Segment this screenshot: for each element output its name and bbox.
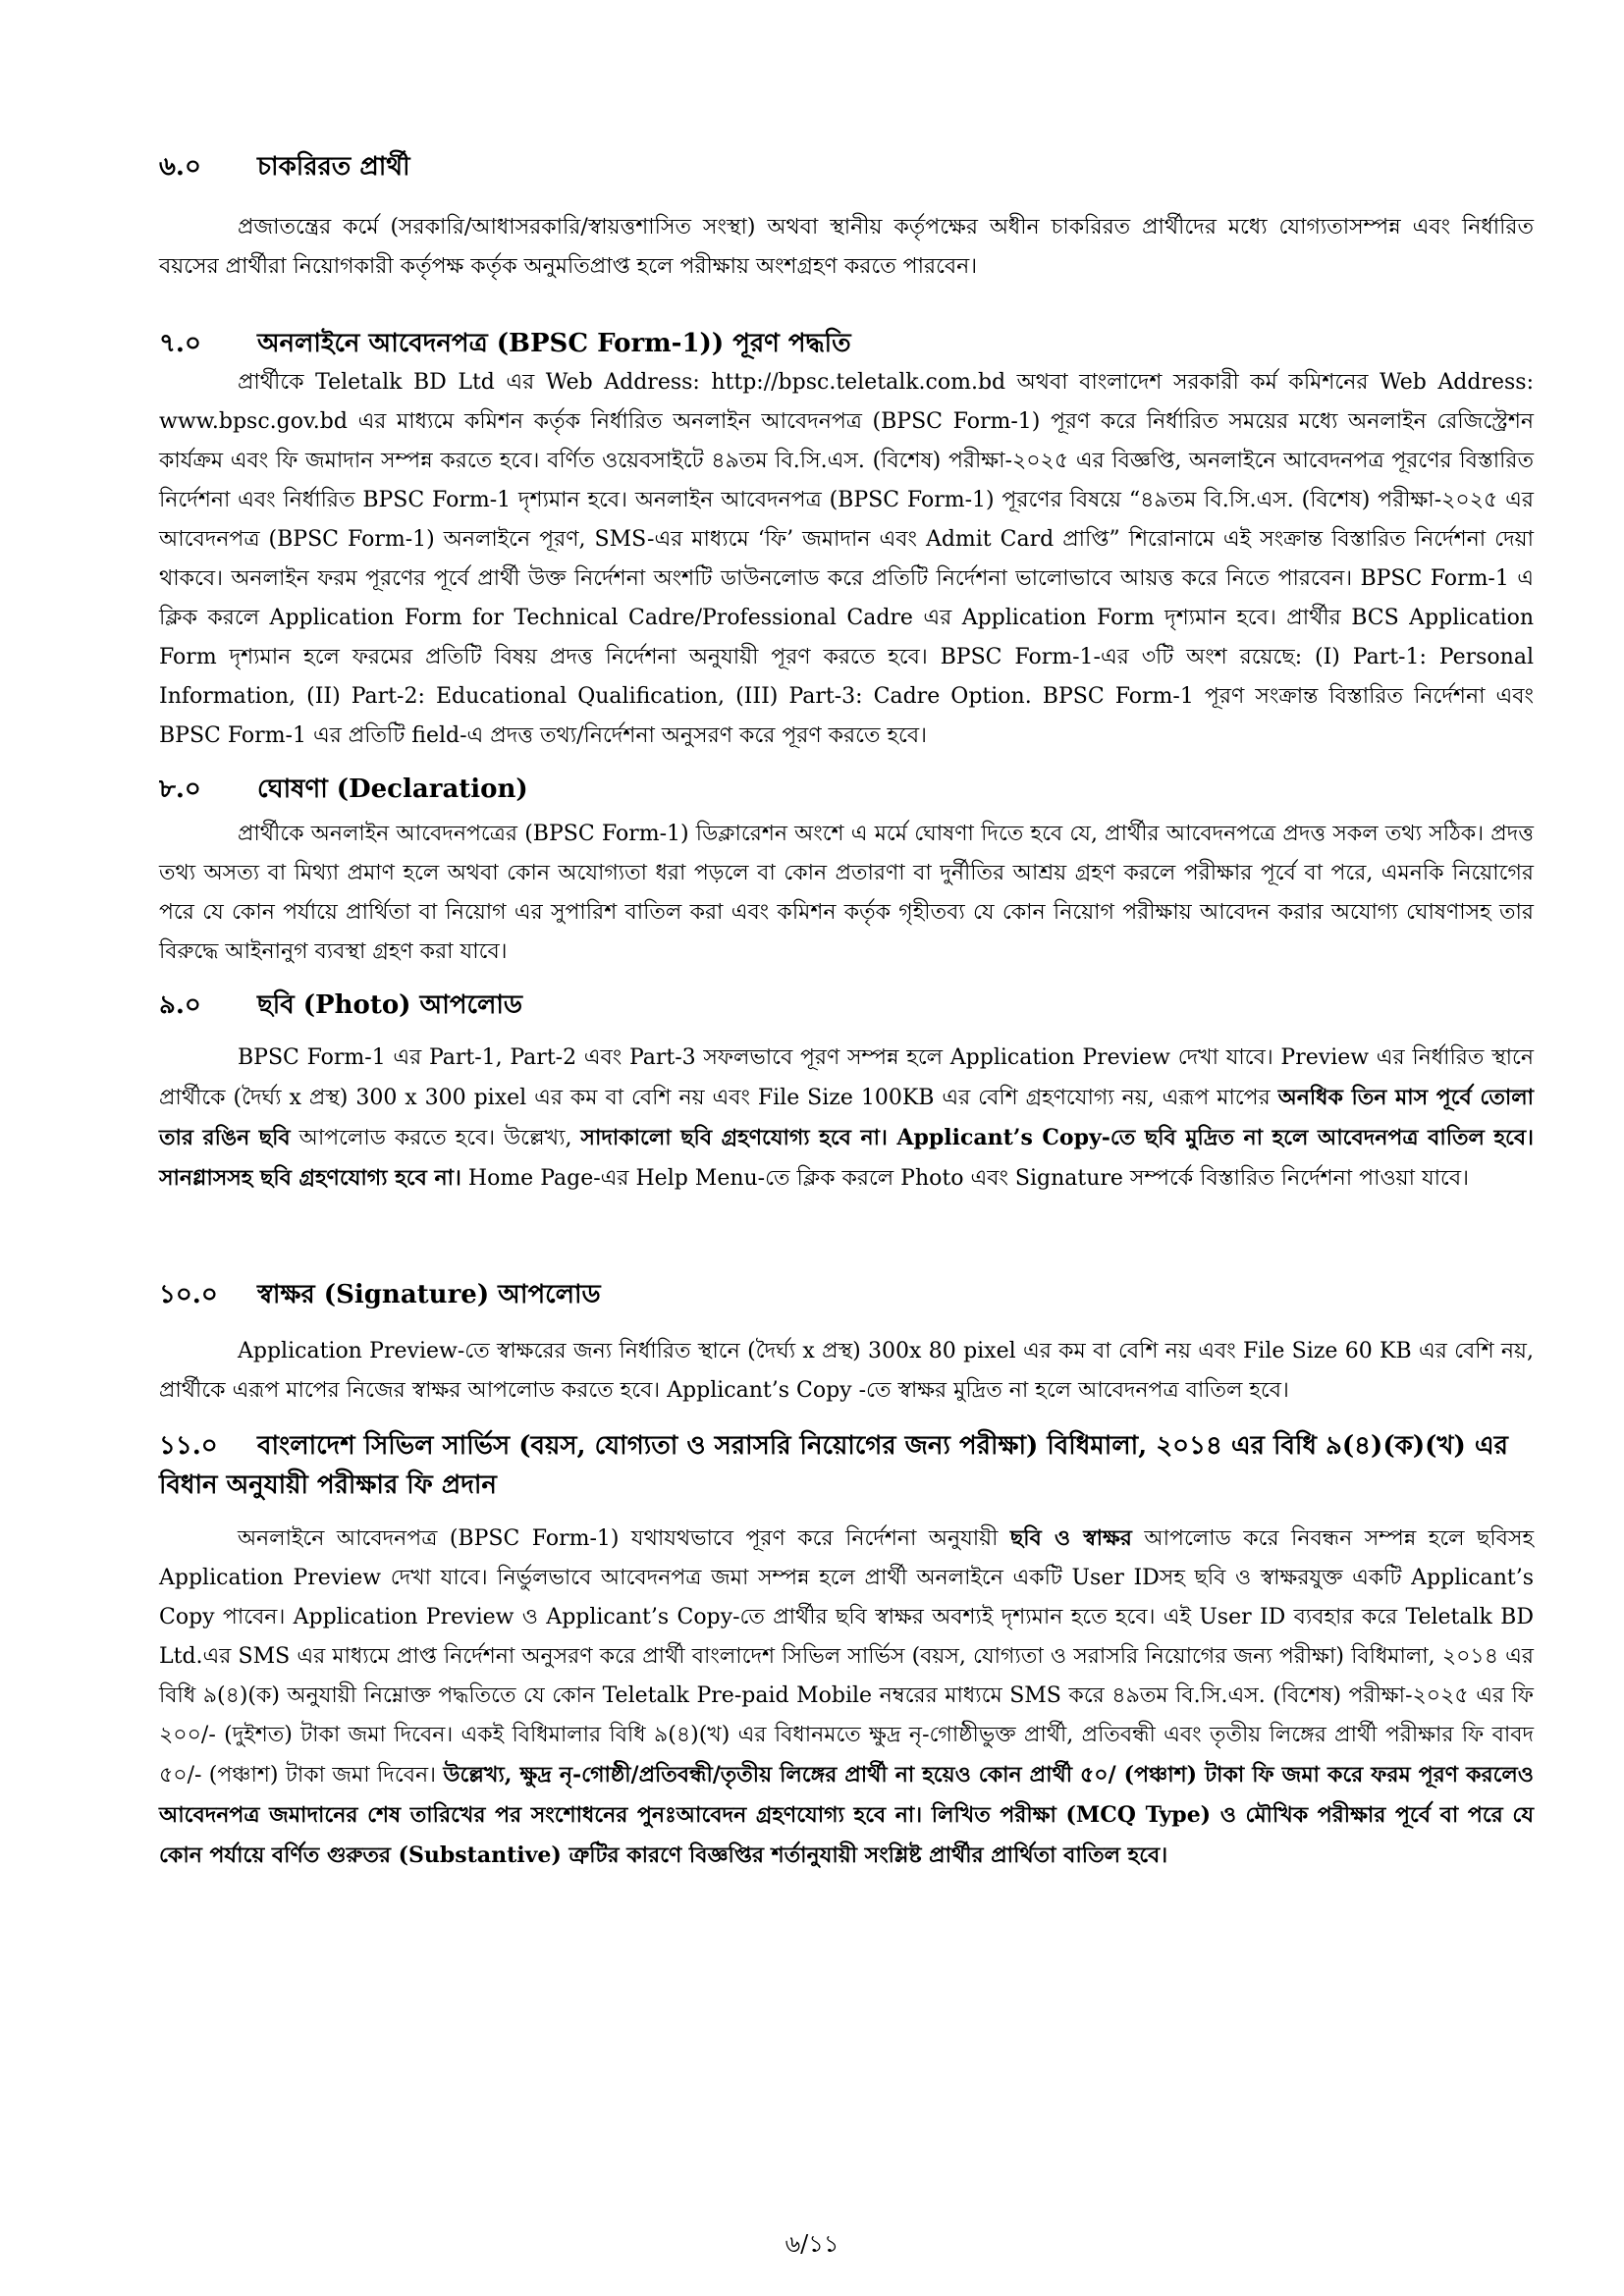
section-10-title: স্বাক্ষর (Signature) আপলোড <box>257 1280 601 1309</box>
section-11-paragraph <box>159 1519 1534 1876</box>
section-11-title: বাংলাদেশ সিভিল সার্ভিস (বয়স, যোগ্যতা ও সরাসরি নিয়োগের জন্য পরীক্ষা) বিধিমালা, ২০১৪ এর বিধি ৯(৪)(ক)(খ) এর বিধান অনুযায়ী পরীক্ষার ফি প্রদান <box>159 1431 1508 1500</box>
section-8-title: ঘোষণা (Declaration) <box>257 774 528 804</box>
section-6 <box>159 147 1534 287</box>
section-6-number: ৬.০ <box>159 152 201 182</box>
section-11-text-c: আপলোড করে নিবন্ধন সম্পন্ন হলে ছবিসহ Application Preview দেখা যাবে। নির্ভুলভাবে আবেদনপত্র জমা সম্পন্ন হলে প্রার্থী অনলাইনে একটি User IDসহ ছবি ও স্বাক্ষরযুক্ত একটি Applicant’s Copy পাবেন। Application Preview ও Applicant’s Copy-তে প্রার্থীর ছবি স্বাক্ষর অবশ্যই দৃশ্যমান হতে হবে। এই User ID ব্যবহার করে Teletalk BD Ltd.এর SMS এর মাধ্যমে প্রাপ্ত নির্দেশনা অনুসরণ করে প্রার্থী বাংলাদেশ সিভিল সার্ভিস (বয়স, যোগ্যতা ও সরাসরি নিয়োগের জন্য পরীক্ষা) বিধিমালা, ২০১৪ এর বিধি ৯(৪)(ক) অনুযায়ী নিম্নোক্ত পদ্ধতিতে যে কোন Teletalk Pre-paid Mobile নম্বরের মাধ্যমে SMS করে ৪৯তম বি.সি.এস. (বিশেষ) পরীক্ষা-২০২৫ এর ফি ২০০/- (দুইশত) টাকা জমা দিবেন। একই বিধিমালার বিধি ৯(৪)(খ) এর বিধানমতে ক্ষুদ্র নৃ-গোষ্ঠীভুক্ত প্রার্থী, প্রতিবন্ধী এবং তৃতীয় লিঙ্গের প্রার্থী পরীক্ষার ফি বাবদ ৫০/- (পঞ্চাশ) টাকা জমা দিবেন। <box>159 1526 1535 1788</box>
section-10 <box>159 1275 1534 1411</box>
section-10-paragraph: Application Preview-তে স্বাক্ষরের জন্য নির্ধারিত স্থানে (দৈর্ঘ্য x প্রস্থ) 300x 80 pixel এর কম বা বেশি নয় এবং File Size 60 KB এর বেশি নয়, প্রার্থীকে এরূপ মাপের নিজের স্বাক্ষর আপলোড করতে হবে। Applicant’s Copy -তে স্বাক্ষর মুদ্রিত না হলে আবেদনপত্র বাতিল হবে। <box>159 1339 1534 1403</box>
section-9-number: ৯.০ <box>159 990 201 1020</box>
section-9-text-a: BPSC Form-1 এর Part-1, Part-2 এবং Part-3 সফলভাবে পূরণ সম্পন্ন হলে Application Preview দেখা যাবে। Preview এর নির্ধারিত স্থানে প্রার্থীকে (দৈর্ঘ্য x প্রস্থ) 300 x 300 pixel এর কম বা বেশি নয় এবং File Size 100KB এর বেশি গ্রহণযোগ্য নয়, এরূপ মাপের <box>159 1045 1534 1110</box>
section-9-text-e: Home Page-এর Help Menu-তে ক্লিক করলে Photo এবং Signature সম্পর্কে বিস্তারিত নির্দেশনা পাওয়া যাবে। <box>460 1166 1469 1191</box>
section-6-heading <box>159 147 1534 187</box>
section-9-paragraph <box>159 1039 1534 1199</box>
section-7-heading <box>159 324 1534 363</box>
section-6-title: চাকরিরত প্রার্থী <box>257 152 410 182</box>
section-8-paragraph: প্রার্থীকে অনলাইন আবেদনপত্রের (BPSC Form-1) ডিক্লারেশন অংশে এ মর্মে ঘোষণা দিতে হবে যে, প্রার্থীর আবেদনপত্রে প্রদত্ত সকল তথ্য সঠিক। প্রদত্ত তথ্য অসত্য বা মিথ্যা প্রমাণ হলে অথবা কোন অযোগ্যতা ধরা পড়লে বা কোন প্রতারণা বা দুর্নীতির আশ্রয় গ্রহণ করলে পরীক্ষার পূর্বে বা পরে, এমনকি নিয়োগের পরে যে কোন পর্যায়ে প্রার্থিতা বা নিয়োগ এর সুপারিশ বাতিল করা এবং কমিশন কর্তৃক গৃহীতব্য যে কোন নিয়োগ পরীক্ষায় আবেদন করার অযোগ্য ঘোষণাসহ তার বিরুদ্ধে আইনানুগ ব্যবস্থা গ্রহণ করা যাবে। <box>159 822 1534 964</box>
section-9-bold-warning: সাদাকালো ছবি গ্রহণযোগ্য হবে না। Applicant’s Copy-তে ছবি মুদ্রিত না হলে আবেদনপত্র বাতিল হবে। সানগ্লাসসহ ছবি গ্রহণযোগ্য হবে না। <box>159 1125 1534 1191</box>
section-11-number: ১১.০ <box>159 1431 218 1461</box>
section-9-bold-photo-rule: অনধিক তিন মাস পূর্বে তোলা তার রঙিন ছবি <box>159 1085 1534 1150</box>
section-9-text-c: আপলোড করতে হবে। উল্লেখ্য, <box>290 1126 581 1150</box>
section-7-title: অনলাইনে আবেদনপত্র (BPSC Form-1)) পূরণ পদ্ধতি <box>257 329 851 358</box>
section-9 <box>159 986 1534 1199</box>
section-10-heading <box>159 1275 1534 1314</box>
page-number: ৬/১১ <box>785 2230 839 2258</box>
section-11-heading <box>159 1426 1534 1505</box>
section-11-bold-photo-signature: ছবি ও স্বাক্ষর <box>1009 1525 1132 1551</box>
section-9-heading <box>159 986 1534 1025</box>
section-10-number: ১০.০ <box>159 1280 218 1309</box>
section-11-bold-warning: উল্লেখ্য, ক্ষুদ্র নৃ-গোষ্ঠী/প্রতিবন্ধী/তৃতীয় লিঙ্গের প্রার্থী না হয়েও কোন প্রার্থী ৫০/ (পঞ্চাশ) টাকা ফি জমা করে ফরম পূরণ করলেও আবেদনপত্র জমাদানের শেষ তারিখের পর সংশোধনের পুনঃআবেদন গ্রহণযোগ্য হবে না। লিখিত পরীক্ষা (MCQ Type) ও মৌখিক পরীক্ষার পূর্বে বা পরে যে কোন পর্যায়ে বর্ণিত গুরুতর (Substantive) ত্রুটির কারণে বিজ্ঞপ্তির শর্তানুযায়ী সংশ্লিষ্ট প্রার্থীর প্রার্থিতা বাতিল হবে। <box>159 1762 1535 1868</box>
section-7-paragraph: প্রার্থীকে Teletalk BD Ltd এর Web Address: http://bpsc.teletalk.com.bd অথবা বাংলাদেশ সরকারী কর্ম কমিশনের Web Address: www.bpsc.gov.bd এর মাধ্যমে কমিশন কর্তৃক নির্ধারিত অনলাইন আবেদনপত্র (BPSC Form-1) পূরণ করে নির্ধারিত সময়ের মধ্যে অনলাইন রেজিস্ট্রেশন কার্যক্রম এবং ফি জমাদান সম্পন্ন করতে হবে। বর্ণিত ওয়েবসাইটে ৪৯তম বি.সি.এস. (বিশেষ) পরীক্ষা-২০২৫ এর বিজ্ঞপ্তি, অনলাইনে আবেদনপত্র পূরণের বিস্তারিত নির্দেশনা এবং নির্ধারিত BPSC Form-1 দৃশ্যমান হবে। অনলাইন আবেদনপত্র (BPSC Form-1) পূরণের বিষয়ে “৪৯তম বি.সি.এস. (বিশেষ) পরীক্ষা-২০২৫ এর আবেদনপত্র (BPSC Form-1) অনলাইনে পূরণ, SMS-এর মাধ্যমে ‘ফি’ জমাদান এবং Admit Card প্রাপ্তি” শিরোনামে এই সংক্রান্ত বিস্তারিত নির্দেশনা দেয়া থাকবে। অনলাইন ফরম পূরণের পূর্বে প্রার্থী উক্ত নির্দেশনা অংশটি ডাউনলোড করে প্রতিটি নির্দেশনা ভালোভাবে আয়ত্ত করে নিতে পারবেন। BPSC Form-1 এ ক্লিক করলে Application Form for Technical Cadre/Professional Cadre এর Application Form দৃশ্যমান হবে। প্রার্থীর BCS Application Form দৃশ্যমান হলে ফরমের প্রতিটি বিষয় প্রদত্ত নির্দেশনা অনুযায়ী পূরণ করতে হবে। BPSC Form-1-এর ৩টি অংশ রয়েছে: (I) Part-1: Personal Information, (II) Part-2: Educational Qualification, (III) Part-3: Cadre Option. BPSC Form-1 পূরণ সংক্রান্ত বিস্তারিত নির্দেশনা এবং BPSC Form-1 এর প্রতিটি field-এ প্রদত্ত তথ্য/নির্দেশনা অনুসরণ করে পূরণ করতে হবে। <box>159 370 1534 748</box>
section-8 <box>159 770 1534 972</box>
section-7 <box>159 324 1534 756</box>
section-8-number: ৮.০ <box>159 774 201 804</box>
section-11 <box>159 1426 1534 1876</box>
section-6-paragraph: প্রজাতন্ত্রের কর্মে (সরকারি/আধাসরকারি/স্বায়ত্তশাসিত সংস্থা) অথবা স্থানীয় কর্তৃপক্ষের অধীন চাকরিরত প্রার্থীদের মধ্যে যোগ্যতাসম্পন্ন এবং নির্ধারিত বয়সের প্রার্থীরা নিয়োগকারী কর্তৃপক্ষ কর্তৃক অনুমতিপ্রাপ্ত হলে পরীক্ষায় অংশগ্রহণ করতে পারবেন। <box>159 215 1534 279</box>
section-11-text-a: অনলাইনে আবেদনপত্র (BPSC Form-1) যথাযথভাবে পূরণ করে নির্দেশনা অনুযায়ী <box>238 1526 1010 1551</box>
section-9-title: ছবি (Photo) আপলোড <box>257 990 522 1020</box>
section-8-heading <box>159 770 1534 809</box>
document-page <box>159 147 1534 1876</box>
section-7-number: ৭.০ <box>159 329 201 358</box>
